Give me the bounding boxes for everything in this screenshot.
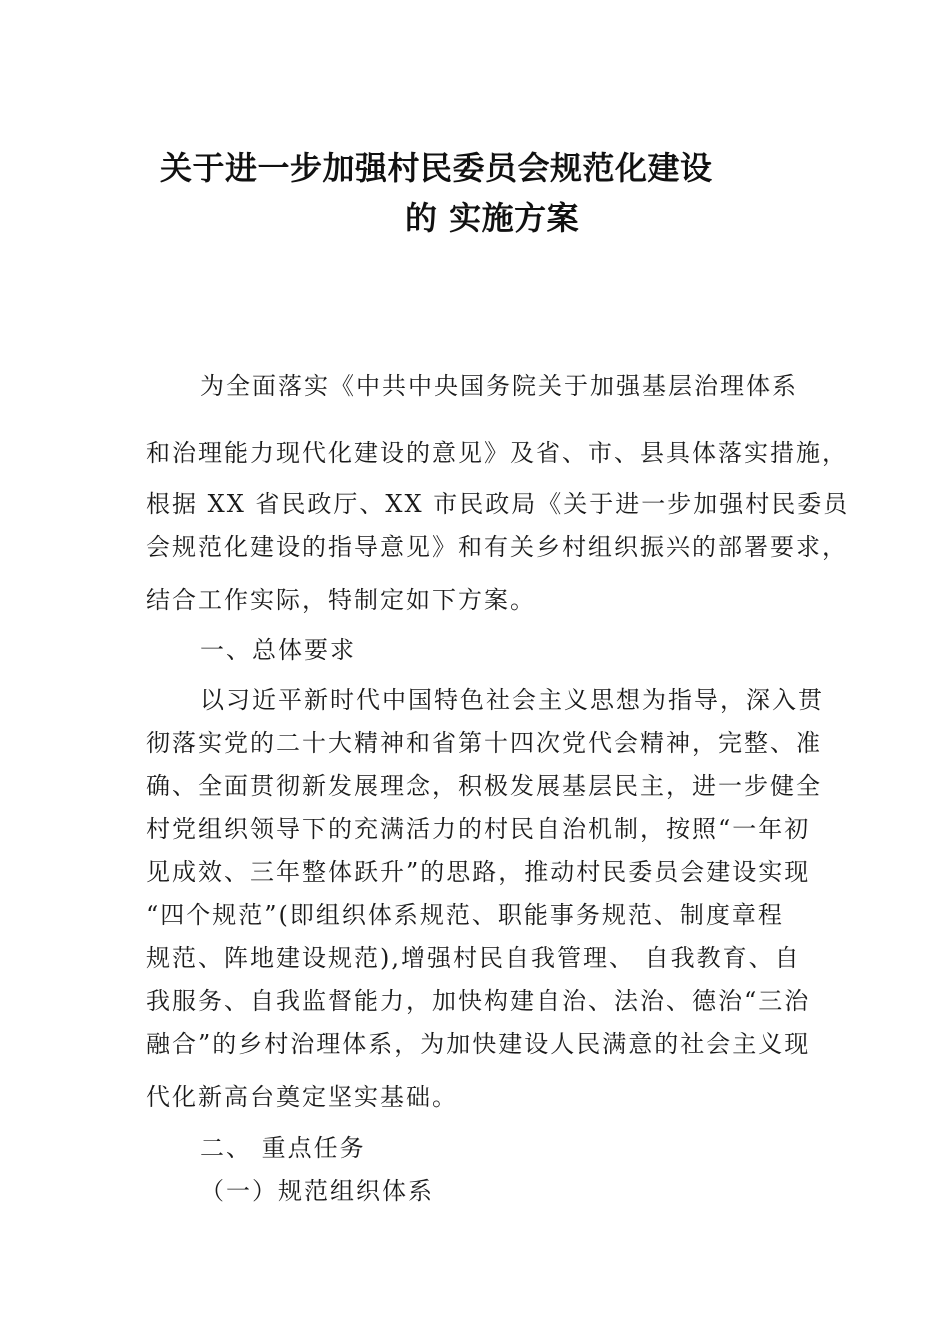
section-2-heading: 二、 重点任务 — [200, 1134, 366, 1162]
intro-line-1: 为全面落实《中共中央国务院关于加强基层治理体系 — [200, 372, 798, 400]
section-1-heading: 一、总体要求 — [200, 636, 356, 664]
document-title-line-2: 的 实施方案 — [405, 199, 580, 237]
section-1-line-9: 融合”的乡村治理体系，为加快建设人民满意的社会主义现 — [146, 1030, 811, 1058]
intro-line-2: 和治理能力现代化建设的意见》及省、市、县具体落实措施， — [146, 439, 848, 467]
section-1-line-5: 见成效、三年整体跃升”的思路，推动村民委员会建设实现 — [146, 858, 811, 886]
section-1-line-3: 确、全面贯彻新发展理念，积极发展基层民主，进一步健全 — [146, 772, 822, 800]
section-1-line-10: 代化新高台奠定坚实基础。 — [146, 1083, 458, 1111]
intro-line-4: 会规范化建设的指导意见》和有关乡村组织振兴的部署要求， — [146, 533, 848, 561]
section-1-line-2: 彻落实党的二十大精神和省第十四次党代会精神，完整、准 — [146, 729, 822, 757]
section-1-line-4: 村党组织领导下的充满活力的村民自治机制，按照“一年初 — [146, 815, 811, 843]
subsection-1-heading: （一）规范组织体系 — [200, 1177, 434, 1205]
section-1-line-8: 我服务、自我监督能力，加快构建自治、法治、德治“三治 — [146, 987, 811, 1015]
section-1-line-6: “四个规范”(即组织体系规范、职能事务规范、制度章程 — [146, 901, 784, 929]
intro-line-5: 结合工作实际，特制定如下方案。 — [146, 586, 536, 614]
intro-line-3: 根据 XX 省民政厅、XX 市民政局《关于进一步加强村民委员 — [146, 490, 850, 518]
section-1-line-7: 规范、阵地建设规范),增强村民自我管理、 自我教育、自 — [146, 944, 801, 972]
section-1-line-1: 以习近平新时代中国特色社会主义思想为指导，深入贯 — [200, 686, 824, 714]
document-title-line-1: 关于进一步加强村民委员会规范化建设 — [160, 149, 713, 187]
